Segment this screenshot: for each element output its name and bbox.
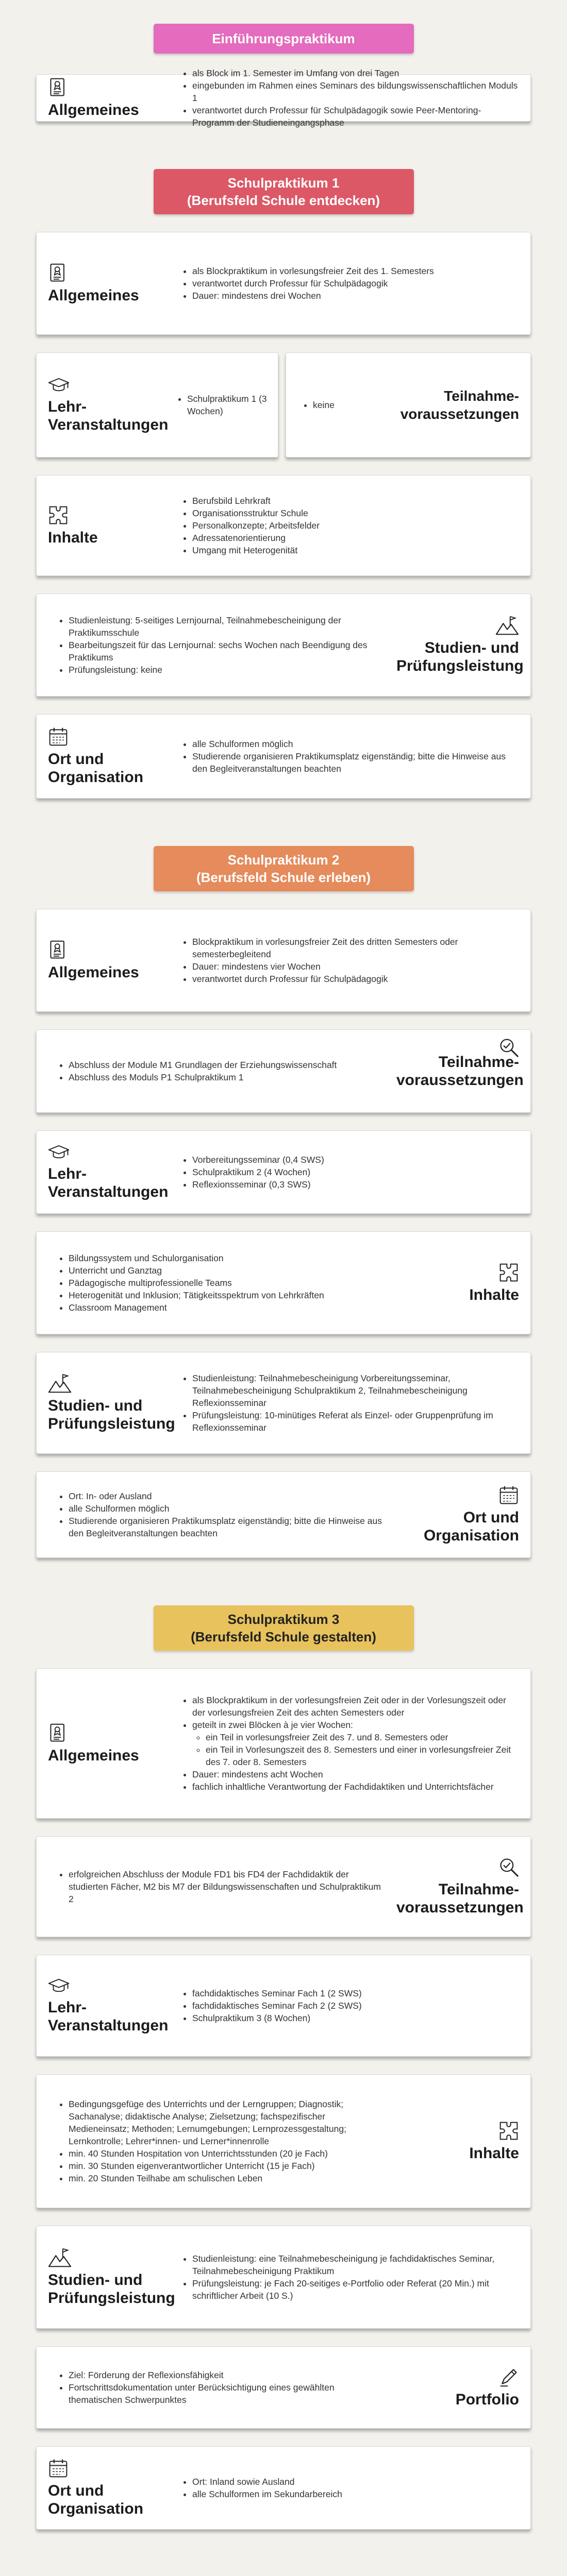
card-ort-organisation xyxy=(36,2446,531,2530)
puzzle-icon xyxy=(498,1262,519,1283)
card-label: Ort und Organisation xyxy=(48,751,144,786)
list-item: • Unterricht und Ganztag xyxy=(69,1264,386,1277)
bullet-list xyxy=(181,67,520,129)
card-label: Lehr- Veranstaltungen xyxy=(48,1999,169,2034)
list-item: • Pädagogische multiprofessionelle Teams xyxy=(69,1277,386,1289)
card-content xyxy=(37,1482,396,1548)
list-item: • Bildungssystem und Schulorganisation xyxy=(69,1252,386,1264)
mountain-flag-icon xyxy=(48,2247,72,2268)
bullet-list xyxy=(176,393,271,417)
list-item: ◦ ein Teil in Vorlesungszeit des 8. Semesters und einer in vorlesungsfreier Zeit des 7. oder 8. Semesters xyxy=(206,1743,520,1768)
card-content xyxy=(176,384,278,426)
puzzle-icon xyxy=(498,2121,519,2141)
graduation-cap-icon xyxy=(48,1977,70,1995)
bullet-list xyxy=(57,1059,386,1083)
card-pruefungsleistung xyxy=(36,2226,531,2329)
calendar-icon xyxy=(48,2458,69,2479)
mountain-flag-icon xyxy=(495,615,519,636)
list-item: • keine xyxy=(313,399,386,411)
card-allgemeines xyxy=(36,232,531,335)
list-item: • fachdidaktisches Seminar Fach 2 (2 SWS) xyxy=(192,1999,520,2012)
puzzle-icon xyxy=(48,505,69,526)
card-content xyxy=(37,606,396,684)
list-item: • Classroom Management xyxy=(69,1301,386,1314)
section-title: Schulpraktikum 1 xyxy=(227,175,340,191)
list-item: • Studienleistung: eine Teilnahmebescheinigung je fachdidaktisches Seminar, Teilnahmebescheinigung Praktikum xyxy=(192,2252,520,2277)
card-content xyxy=(37,1860,396,1913)
section-subtitle: (Berufsfeld Schule gestalten) xyxy=(191,1629,376,1645)
card-portfolio xyxy=(36,2346,531,2429)
card-label: Inhalte xyxy=(469,1286,519,1303)
list-item: • Blockpraktikum in vorlesungsfreier Zeit des dritten Semesters oder semesterbegleitend xyxy=(192,936,520,960)
list-item: • eingebunden im Rahmen eines Seminars des bildungswissenschaftlichen Moduls 1 xyxy=(192,79,520,104)
card-content xyxy=(160,1145,530,1199)
card-content xyxy=(37,2361,396,2414)
card-lehrveranstaltungen xyxy=(36,352,278,457)
list-item: • Prüfungsleistung: je Fach 20-seitiges e-Portfolio oder Referat (20 Min.) mit schriftlicher Arbeit (10 S.) xyxy=(192,2277,520,2302)
bullet-list xyxy=(181,2476,520,2500)
card-teilnahmevoraussetzungen xyxy=(286,352,531,457)
list-item: • Bedingungsgefüge des Unterrichts und der Lerngruppen; Diagnostik; Sachanalyse; didaktische Analyse; Zielsetzung; fachspezifischer Medieneinsatz; Methoden; Lernumgebungen; Lernprozessgestaltung; Lernkontrolle; Lehrer*innen- und Lerner*innenrolle xyxy=(69,2098,386,2147)
card-label: Teilnahme- voraussetzungen xyxy=(400,388,519,422)
card-content xyxy=(160,2467,530,2509)
card-content xyxy=(160,1979,530,2032)
certificate-icon xyxy=(48,1723,69,1743)
card-lehrveranstaltungen xyxy=(36,1955,531,2057)
bullet-list xyxy=(181,936,520,985)
card-ort-organisation xyxy=(36,714,531,799)
card-label: Ort und Organisation xyxy=(48,2482,144,2517)
card-label: Studien- und Prüfungsleistung xyxy=(396,639,524,674)
list-item: • Bearbeitungszeit für das Lernjournal: sechs Wochen nach Beendigung des Praktikums xyxy=(69,639,386,664)
list-item: • min. 20 Stunden Teilhabe am schulischen Leben xyxy=(69,2172,386,2184)
card-allgemeines xyxy=(36,68,531,128)
search-check-icon xyxy=(498,1037,519,1058)
card-label: Teilnahme- voraussetzungen xyxy=(396,1054,524,1089)
list-item: • Studierende organisieren Praktikumsplatz eigenständig; bitte die Hinweise aus den Begleitveranstaltungen beachten xyxy=(69,1515,386,1539)
certificate-icon xyxy=(48,77,69,98)
card-lehrveranstaltungen xyxy=(36,1130,531,1214)
bullet-list xyxy=(181,1987,520,2024)
card-label: Inhalte xyxy=(469,2144,519,2162)
list-item: • Schulpraktikum 2 (4 Wochen) xyxy=(192,1166,520,1178)
card-inhalte xyxy=(36,2074,531,2208)
bullet-list xyxy=(57,1868,386,1905)
bullet-list xyxy=(57,614,386,676)
list-item: • fachlich inhaltliche Verantwortung der Fachdidaktiken und Unterrichtsfächer xyxy=(192,1781,520,1793)
list-item: • Heterogenität und Inklusion; Tätigkeitsspektrum von Lehrkräften xyxy=(69,1289,386,1301)
mountain-flag-icon xyxy=(48,1373,72,1394)
section-subtitle: (Berufsfeld Schule erleben) xyxy=(196,870,371,885)
card-content xyxy=(160,1364,530,1442)
list-item: • verantwortet durch Professur für Schulpädagogik xyxy=(192,277,520,290)
card-allgemeines xyxy=(36,1668,531,1819)
bullet-list xyxy=(181,2252,520,2302)
list-item: • Studienleistung: 5-seitiges Lernjournal, Teilnahmebescheinigung der Praktikumsschule xyxy=(69,614,386,639)
certificate-icon xyxy=(48,263,69,283)
bullet-list xyxy=(57,1252,386,1314)
list-item: • alle Schulformen möglich xyxy=(192,738,520,750)
card-content xyxy=(37,1244,396,1322)
card-teilnahmevoraussetzungen xyxy=(36,1836,531,1937)
section-header-schulpraktikum-2 xyxy=(154,846,414,891)
pen-icon xyxy=(498,2367,519,2387)
card-inhalte xyxy=(36,1231,531,1334)
card-ort-organisation xyxy=(36,1471,531,1558)
card-row xyxy=(36,352,531,457)
certificate-icon xyxy=(48,940,69,960)
list-item: • fachdidaktisches Seminar Fach 1 (2 SWS) xyxy=(192,1987,520,1999)
list-item: • Prüfungsleistung: 10-minütiges Referat als Einzel- oder Gruppenprüfung im Reflexionsseminar xyxy=(192,1409,520,1434)
bullet-list xyxy=(57,1490,386,1539)
list-item: • Dauer: mindestens vier Wochen xyxy=(192,960,520,973)
card-content xyxy=(160,257,530,310)
list-item: • Abschluss der Module M1 Grundlagen der Erziehungswissenschaft xyxy=(69,1059,386,1071)
list-item: • als Block im 1. Semester im Umfang von drei Tagen xyxy=(192,67,520,79)
list-item: • Studierende organisieren Praktikumsplatz eigenständig; bitte die Hinweise aus den Begleitveranstaltungen beachten xyxy=(192,750,520,775)
card-label: Lehr- Veranstaltungen xyxy=(48,1165,169,1200)
card-pruefungsleistung xyxy=(36,1352,531,1454)
section-header-einfuehrungspraktikum xyxy=(154,24,414,54)
bullet-list xyxy=(181,495,520,556)
bullet-list xyxy=(181,738,520,775)
bullet-list xyxy=(57,2369,386,2406)
list-item: • Reflexionsseminar (0,3 SWS) xyxy=(192,1178,520,1191)
card-label: Teilnahme- voraussetzungen xyxy=(396,1881,524,1916)
list-item: • Dauer: mindestens drei Wochen xyxy=(192,290,520,302)
list-item: • Schulpraktikum 3 (8 Wochen) xyxy=(192,2012,520,2024)
card-content xyxy=(160,486,530,565)
bullet-list xyxy=(181,265,520,302)
list-item: • Adressatenorientierung xyxy=(192,532,520,544)
card-pruefungsleistung xyxy=(36,594,531,697)
bullet-list xyxy=(192,1731,520,1768)
list-item: • Vorbereitungsseminar (0,4 SWS) xyxy=(192,1154,520,1166)
list-item: • Ziel: Förderung der Reflexionsfähigkeit xyxy=(69,2369,386,2381)
list-item: ◦ ein Teil in vorlesungsfreier Zeit des 7. und 8. Semesters oder xyxy=(206,1731,520,1743)
list-item: • als Blockpraktikum in der vorlesungsfreien Zeit oder in der Vorlesungszeit oder der vorlesungsfreien Zeit des achten Semesters oder xyxy=(192,1694,520,1719)
bullet-list xyxy=(302,399,386,411)
list-item: • Ort: Inland sowie Ausland xyxy=(192,2476,520,2488)
list-item: • Schulpraktikum 1 (3 Wochen) xyxy=(187,393,271,417)
card-content xyxy=(160,2244,530,2310)
bullet-list xyxy=(181,1372,520,1434)
section-header-schulpraktikum-3 xyxy=(154,1605,414,1651)
card-label: Portfolio xyxy=(455,2391,519,2408)
graduation-cap-icon xyxy=(48,376,70,395)
list-item: • Fortschrittsdokumentation unter Berücksichtigung eines gewählten thematischen Schwerpunktes xyxy=(69,2381,386,2406)
list-item: • Dauer: mindestens acht Wochen xyxy=(192,1768,520,1781)
calendar-icon xyxy=(498,1485,519,1505)
card-inhalte xyxy=(36,475,531,576)
list-item: • als Blockpraktikum in vorlesungsfreier Zeit des 1. Semesters xyxy=(192,265,520,277)
list-item: • alle Schulformen möglich xyxy=(69,1502,386,1515)
list-item: • Personalkonzepte; Arbeitsfelder xyxy=(192,519,520,532)
list-item: • Studienleistung: Teilnahmebescheinigung Vorbereitungsseminar, Teilnahmebescheinigung Schulpraktikum 2, Teilnahmebescheinigung Reflexionsseminar xyxy=(192,1372,520,1409)
list-item: • Ort: In- oder Ausland xyxy=(69,1490,386,1502)
bullet-list xyxy=(57,2098,386,2184)
list-item: • verantwortet durch Professur für Schulpädagogik xyxy=(192,973,520,985)
section-title: Schulpraktikum 3 xyxy=(227,1612,340,1627)
card-label: Lehr- Veranstaltungen xyxy=(48,398,169,433)
section-title: Einführungspraktikum xyxy=(212,31,355,46)
list-item: • geteilt in zwei Blöcken à je vier Wochen: ◦ ein Teil in vorlesungsfreier Zeit des 7. und 8. Semesters oder ◦ ein Teil in Vorlesungszeit des 8. Semesters und einer in vorlesungsfreier Zeit des 7. oder 8. Semesters xyxy=(192,1719,520,1768)
card-label: Allgemeines xyxy=(48,101,139,118)
card-content xyxy=(37,1050,396,1092)
section-title: Schulpraktikum 2 xyxy=(227,852,340,868)
section-subtitle: (Berufsfeld Schule entdecken) xyxy=(187,193,380,208)
card-content xyxy=(37,2090,396,2193)
card-content xyxy=(160,927,530,993)
card-teilnahmevoraussetzungen xyxy=(36,1029,531,1113)
graduation-cap-icon xyxy=(48,1143,70,1162)
card-label: Allgemeines xyxy=(48,963,139,981)
card-label: Inhalte xyxy=(48,529,98,546)
card-label: Allgemeines xyxy=(48,1747,139,1764)
list-item: • Umgang mit Heterogenität xyxy=(192,544,520,556)
card-content xyxy=(160,1686,530,1801)
list-item: • Berufsbild Lehrkraft xyxy=(192,495,520,507)
list-item: • verantwortet durch Professur für Schulpädagogik sowie Peer-Mentoring-Programm der Studieneingangsphase xyxy=(192,104,520,129)
card-content xyxy=(160,730,530,783)
card-allgemeines xyxy=(36,909,531,1012)
list-item: • min. 40 Stunden Hospitation von Unterrichtsstunden (20 je Fach) xyxy=(69,2147,386,2160)
card-label: Ort und Organisation xyxy=(423,1509,519,1544)
list-item: • erfolgreichen Abschluss der Module FD1 bis FD4 der Fachdidaktik der studierten Fächer, M2 bis M7 der Bildungswissenschaften und Schulpraktikum 2 xyxy=(69,1868,386,1905)
section-header-schulpraktikum-1 xyxy=(154,169,414,214)
list-item: • Prüfungsleistung: keine xyxy=(69,664,386,676)
card-label: Studien- und Prüfungsleistung xyxy=(48,1397,175,1432)
calendar-icon xyxy=(48,726,69,747)
bullet-list xyxy=(181,1154,520,1191)
list-item: • Organisationsstruktur Schule xyxy=(192,507,520,519)
card-label: Allgemeines xyxy=(48,286,139,304)
card-label: Studien- und Prüfungsleistung xyxy=(48,2272,175,2307)
search-check-icon xyxy=(498,1857,519,1877)
list-item: • Abschluss des Moduls P1 Schulpraktikum 1 xyxy=(69,1071,386,1083)
list-item: • min. 30 Stunden eigenverantwortlicher Unterricht (15 je Fach) xyxy=(69,2160,386,2172)
card-content xyxy=(286,391,396,419)
list-item: • alle Schulformen im Sekundarbereich xyxy=(192,2488,520,2500)
card-content xyxy=(160,59,530,137)
